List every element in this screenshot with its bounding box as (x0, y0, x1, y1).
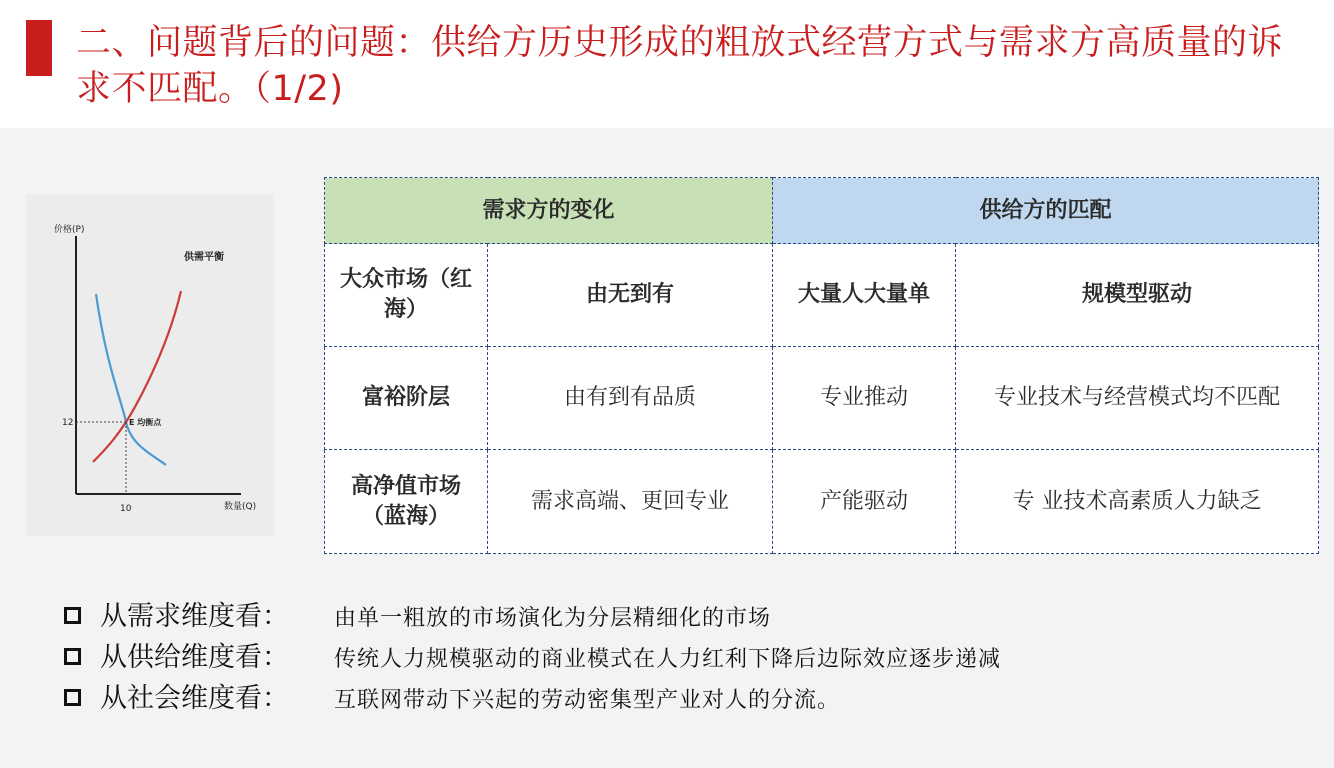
supply-detail-cell: 专 业技术高素质人力缺乏 (956, 450, 1319, 554)
list-item (64, 598, 1264, 639)
demand-cell: 由无到有 (488, 244, 773, 347)
bullet-text: 传统人力规模驱动的商业模式在人力红利下降后边际效应逐步递减 (334, 647, 1002, 672)
list-item (64, 639, 1264, 680)
checkbox-square-icon (64, 689, 81, 706)
supply-driver-cell: 专业推动 (773, 347, 956, 450)
bullet-text: 由单一粗放的市场演化为分层精细化的市场 (334, 606, 772, 631)
table-row (325, 450, 1319, 554)
y-tick-label: 12 (62, 418, 74, 428)
demand-cell: 需求高端、更回专业 (488, 450, 773, 554)
comparison-table (324, 177, 1319, 554)
demand-curve (96, 294, 166, 465)
supply-driver-cell: 产能驱动 (773, 450, 956, 554)
segment-cell: 富裕阶层 (325, 347, 488, 450)
page-title: 二、问题背后的问题：供给方历史形成的粗放式经营方式与需求方高质量的诉求不匹配。（1/2) (76, 23, 1284, 109)
equilibrium-point-label: E 均衡点 (129, 418, 162, 427)
x-tick-label: 10 (120, 504, 132, 514)
segment-cell: 大众市场（红海） (325, 244, 488, 347)
header (0, 0, 1334, 128)
header-demand-change: 需求方的变化 (325, 178, 773, 244)
bullet-label: 从需求维度看： (100, 601, 289, 632)
chart-svg (26, 194, 274, 536)
chart-legend-title: 供需平衡 (184, 252, 224, 263)
header-supply-match: 供给方的匹配 (773, 178, 1319, 244)
table-row (325, 347, 1319, 450)
table-header-row (325, 178, 1319, 244)
x-axis-label: 数量(Q) (224, 502, 257, 512)
title-accent-bar (26, 20, 52, 76)
bullet-list (64, 598, 1264, 721)
supply-demand-chart (26, 194, 274, 536)
demand-cell: 由有到有品质 (488, 347, 773, 450)
y-axis-label: 价格(P) (54, 225, 85, 235)
supply-detail-cell: 专业技术与经营模式均不匹配 (956, 347, 1319, 450)
supply-curve (93, 291, 181, 462)
bullet-label: 从社会维度看： (100, 683, 289, 714)
table-row (325, 244, 1319, 347)
bullet-label: 从供给维度看： (100, 642, 289, 673)
bullet-text: 互联网带动下兴起的劳动密集型产业对人的分流。 (334, 688, 841, 713)
checkbox-square-icon (64, 648, 81, 665)
segment-cell: 高净值市场（蓝海） (325, 450, 488, 554)
supply-driver-cell: 大量人大量单 (773, 244, 956, 347)
supply-detail-cell: 规模型驱动 (956, 244, 1319, 347)
list-item (64, 680, 1264, 721)
checkbox-square-icon (64, 607, 81, 624)
